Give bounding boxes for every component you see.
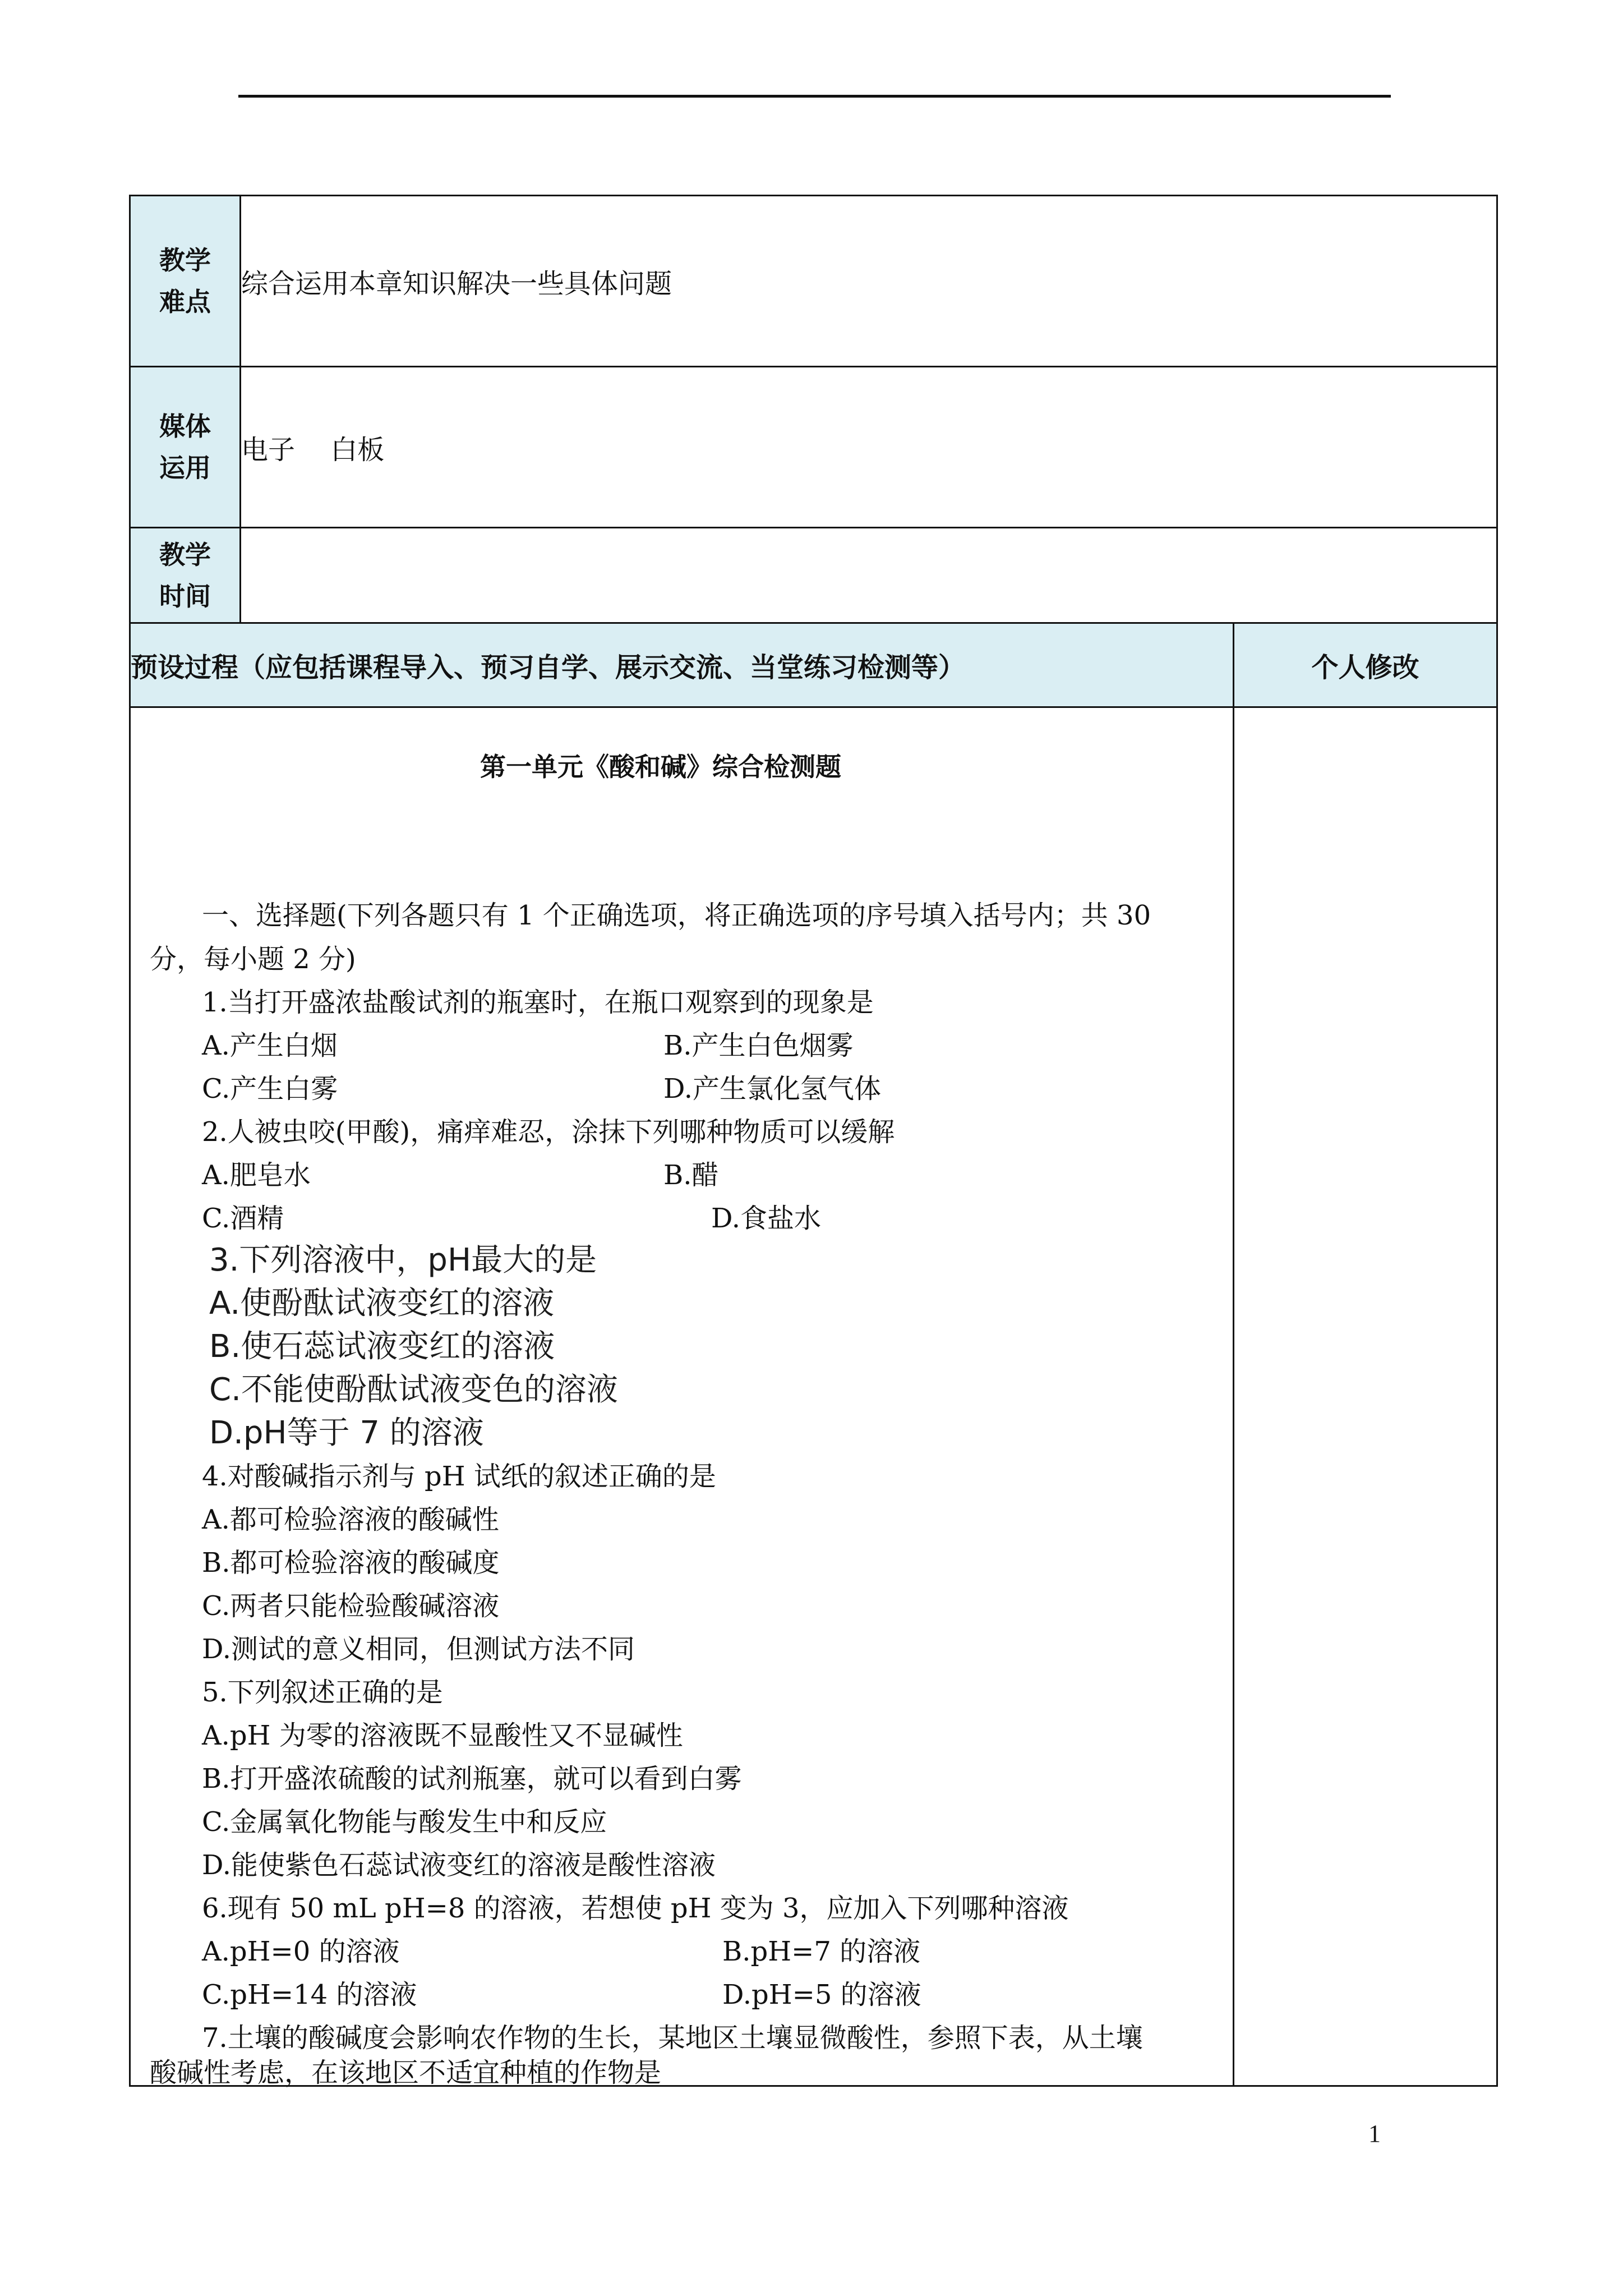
section-intro-2: 分，每小题 2 分) <box>150 944 356 975</box>
label-difficulty: 教学 难点 <box>130 196 241 367</box>
q5-stem: 5.下列叙述正确的是 <box>202 1677 443 1708</box>
exam-content <box>130 707 1234 2086</box>
q2-option-d: D.食盐水 <box>711 1203 822 1234</box>
q6-option-c: C.pH=14 的溶液 <box>202 1979 417 2010</box>
row-time <box>130 528 1497 623</box>
q6-option-a: A.pH=0 的溶液 <box>202 1936 400 1967</box>
q4-option-a: A.都可检验溶液的酸碱性 <box>202 1504 499 1535</box>
modification-cell <box>1234 707 1497 2086</box>
q6-stem: 6.现有 50 mL pH=8 的溶液，若想使 pH 变为 3，应加入下列哪种溶液 <box>202 1893 1069 1924</box>
q6-option-d: D.pH=5 的溶液 <box>722 1979 921 2010</box>
q6-option-b: B.pH=7 的溶液 <box>722 1936 921 1967</box>
q2-stem: 2.人被虫咬(甲酸)，痛痒难忍，涂抹下列哪种物质可以缓解 <box>202 1116 895 1148</box>
q1-option-b: B.产生白色烟雾 <box>663 1030 854 1061</box>
q1-stem: 1.当打开盛浓盐酸试剂的瓶塞时，在瓶口观察到的现象是 <box>202 987 874 1018</box>
q5-option-d: D.能使紫色石蕊试液变红的溶液是酸性溶液 <box>202 1849 716 1881</box>
q4-stem: 4.对酸碱指示剂与 pH 试纸的叙述正确的是 <box>202 1461 716 1492</box>
q3-stem: 3.下列溶液中，pH最大的是 <box>209 1242 597 1278</box>
q7-line2: 酸碱性考虑，在该地区不适宜种植的作物是 <box>150 2057 662 2088</box>
label-time: 教学 时间 <box>130 528 241 623</box>
row-header <box>130 623 1497 707</box>
process-header: 预设过程（应包括课程导入、预习自学、展示交流、当堂练习检测等） <box>130 623 1234 707</box>
q3-option-d: D.pH等于 7 的溶液 <box>209 1415 484 1451</box>
lesson-plan-table <box>129 195 1498 2087</box>
q2-option-b: B.醋 <box>663 1159 719 1191</box>
exam-title: 第一单元《酸和碱》综合检测题 <box>480 752 841 782</box>
q3-option-a: A.使酚酞试液变红的溶液 <box>209 1285 555 1322</box>
label-media: 媒体 运用 <box>130 367 241 528</box>
q5-option-b: B.打开盛浓硫酸的试剂瓶塞，就可以看到白雾 <box>202 1763 742 1795</box>
row-media <box>130 367 1497 528</box>
q4-option-b: B.都可检验溶液的酸碱度 <box>202 1547 500 1579</box>
q4-option-d: D.测试的意义相同，但测试方法不同 <box>202 1634 635 1665</box>
header-rule <box>238 95 1391 98</box>
section-intro-1: 一、选择题(下列各题只有 1 个正确选项，将正确选项的序号填入括号内；共 30 <box>202 900 1151 931</box>
q2-option-c: C.酒精 <box>202 1203 284 1234</box>
media-text: 电子 白板 <box>241 367 1497 528</box>
q3-option-b: B.使石蕊试液变红的溶液 <box>209 1328 555 1365</box>
modification-header: 个人修改 <box>1234 623 1497 707</box>
row-content <box>130 707 1497 2086</box>
q1-option-c: C.产生白雾 <box>202 1073 338 1105</box>
q5-option-a: A.pH 为零的溶液既不显酸性又不显碱性 <box>202 1720 683 1751</box>
q2-option-a: A.肥皂水 <box>202 1159 311 1191</box>
row-difficulty <box>130 196 1497 367</box>
difficulty-text: 综合运用本章知识解决一些具体问题 <box>241 196 1497 367</box>
q3-option-c: C.不能使酚酞试液变色的溶液 <box>209 1372 618 1408</box>
page-number: 1 <box>1368 2120 1381 2147</box>
time-text <box>241 528 1497 623</box>
q5-option-c: C.金属氧化物能与酸发生中和反应 <box>202 1806 607 1838</box>
q1-option-d: D.产生氯化氢气体 <box>663 1073 882 1105</box>
q1-option-a: A.产生白烟 <box>202 1030 338 1061</box>
q7-line1: 7.土壤的酸碱度会影响农作物的生长，某地区土壤显微酸性，参照下表，从土壤 <box>202 2022 1143 2054</box>
q4-option-c: C.两者只能检验酸碱溶液 <box>202 1590 500 1622</box>
